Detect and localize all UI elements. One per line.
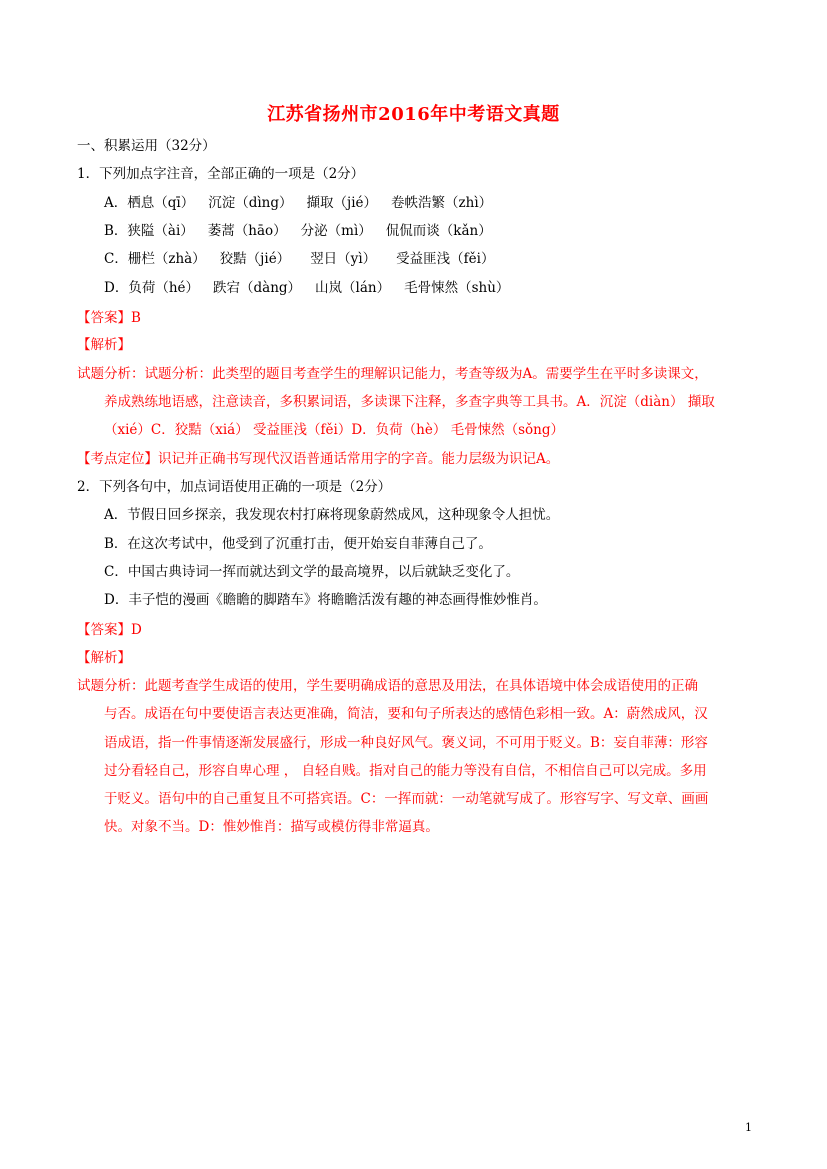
q1-option-c	[104, 249, 494, 269]
q2-analysis-line: 过分看轻自己，形容自卑心理 ， 自轻自贱。指对自己的能力等没有自信，不相信自己可以完成。多用	[104, 763, 707, 779]
option-part: 分泌（mì）	[300, 223, 372, 239]
q1-option-a	[104, 193, 492, 213]
option-part: 受益匪浅（fěi）	[396, 251, 495, 267]
q2-analysis-line: 试题分析：此题考查学生成语的使用，学生要明确成语的意思及用法，在具体语境中体会成语使用的正确	[77, 678, 698, 694]
option-part: 毛骨悚然（shù）	[404, 280, 510, 296]
q2-analysis-label: 【解析】	[77, 650, 131, 666]
q1-analysis-line: 试题分析：试题分析：此类型的题目考查学生的理解识记能力，考查等级为A。需要学生在平时多读课文，	[77, 366, 708, 382]
q2-option-c: C．中国古典诗词一挥而就达到文学的最高境界，以后就缺乏变化了。	[104, 564, 520, 580]
q1-option-d	[104, 278, 509, 298]
option-part: 卷帙浩繁（zhì）	[391, 195, 493, 211]
q1-point: 【考点定位】识记并正确书写现代汉语普通话常用字的字音。能力层级为识记A。	[77, 451, 560, 467]
option-part: 狡黠（jié）	[219, 251, 291, 267]
q1-analysis-label: 【解析】	[77, 337, 131, 353]
option-part: D．负荷（hé）	[104, 280, 200, 296]
q2-option-a: A．节假日回乡探亲，我发现农村打麻将现象蔚然成风，这种现象令人担忧。	[104, 507, 560, 523]
q1-analysis-line: 养成熟练地语感，注意读音，多积累词语，多读课下注释，多查字典等工具书。A．沉淀（diàn） 擷取	[104, 394, 715, 410]
option-part: 跌宕（dàng）	[213, 280, 302, 296]
q1-stem: 1．下列加点字注音，全部正确的一项是（2分）	[77, 166, 365, 182]
option-part: A．栖息（qī）	[104, 195, 195, 211]
q2-analysis-line: 与否。成语在句中要使语言表达更准确，简洁，要和句子所表达的感情色彩相一致。A：蔚然成风，汉	[104, 706, 708, 722]
option-part: 沉淀（dìng）	[208, 195, 293, 211]
q1-analysis-line: （xié）C．狡黠（xiá） 受益匪浅（fěi）D．负荷（hè） 毛骨悚然（sǒng）	[104, 422, 565, 438]
option-part: 萎蒿（hāo）	[207, 223, 287, 239]
option-part: B．狭隘（ài）	[104, 223, 194, 239]
q2-analysis-line: 于贬义。语句中的自己重复且不可搭宾语。C：一挥而就：一动笔就写成了。形容写字、写文章、画画	[104, 791, 709, 807]
option-part: 擷取（jié）	[306, 195, 378, 211]
q2-analysis-line: 语成语，指一件事情逐渐发展盛行，形成一种良好风气。褒义词，不可用于贬义。B：妄自菲薄：形容	[104, 735, 708, 751]
q1-answer: 【答案】B	[77, 310, 141, 326]
option-part: C．栅栏（zhà）	[104, 251, 206, 267]
q2-option-b: B．在这次考试中，他受到了沉重打击，便开始妄自菲薄自己了。	[104, 536, 492, 552]
section-heading: 一、积累运用（32分）	[77, 138, 216, 154]
option-part: 侃侃而谈（kǎn）	[385, 223, 492, 239]
q1-option-b	[104, 221, 492, 241]
q2-answer: 【答案】D	[77, 622, 142, 638]
page-title: 江苏省扬州市2016年中考语文真题	[267, 104, 560, 125]
page-number: 1	[745, 1121, 752, 1134]
q2-option-d: D．丰子恺的漫画《瞻瞻的脚踏车》将瞻瞻活泼有趣的神态画得惟妙惟肖。	[104, 592, 547, 608]
option-part: 山岚（lán）	[315, 280, 391, 296]
q2-stem: 2．下列各句中，加点词语使用正确的一项是（2分）	[77, 479, 392, 495]
option-part: 翌日（yì）	[310, 251, 377, 267]
q2-analysis-line: 快。对象不当。D：惟妙惟肖：描写或模仿得非常逼真。	[104, 819, 439, 835]
